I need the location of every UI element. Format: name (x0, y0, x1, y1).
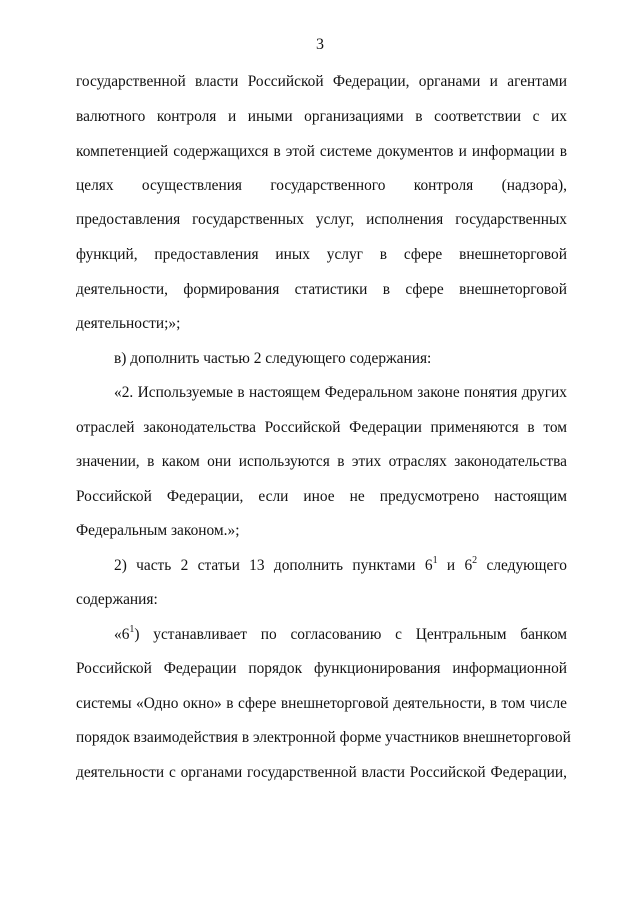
text-line: значении, в каком они используются в этих отраслях законодательства (76, 453, 567, 470)
superscript: 1 (129, 623, 135, 635)
text-run: ) устанавливает по согласованию с Центральным банком (134, 626, 567, 643)
text-line: порядок взаимодействия в электронной форме участников внешнеторговой (76, 729, 571, 746)
text-line: Федеральным законом.»; (76, 522, 240, 539)
superscript: 2 (472, 554, 478, 566)
text-line (114, 625, 567, 645)
text-line: Российской Федерации, если иное не предусмотрено настоящим (76, 488, 567, 505)
text-line: Российской Федерации порядок функционирования информационной (76, 660, 567, 677)
superscript: 1 (432, 554, 438, 566)
text-line: «2. Используемые в настоящем Федеральном законе понятия других (114, 384, 567, 401)
text-line: деятельности, формирования статистики в сфере внешнеторговой (76, 281, 567, 298)
text-run: и 6 (437, 557, 473, 574)
text-line: деятельности;»; (76, 315, 181, 332)
text-line: валютного контроля и иными организациями в соответствии с их (76, 108, 567, 125)
text-line: в) дополнить частью 2 следующего содержания: (114, 350, 432, 367)
text-line: деятельности с органами государственной власти Российской Федерации, (76, 764, 567, 781)
text-line: содержания: (76, 591, 158, 608)
text-line: государственной власти Российской Федерации, органами и агентами (76, 73, 567, 90)
text-line: функций, предоставления иных услуг в сфере внешнеторговой (76, 246, 567, 263)
page-number: 3 (316, 36, 324, 53)
text-line: системы «Одно окно» в сфере внешнеторговой деятельности, в том числе (76, 695, 567, 712)
text-line: компетенцией содержащихся в этой системе документов и информации в (76, 143, 567, 160)
text-run: следующего (477, 557, 567, 574)
text-line (114, 556, 567, 576)
text-run: 2) часть 2 статьи 13 дополнить пунктами 6 (114, 557, 433, 574)
text-run: «6 (114, 626, 130, 643)
text-line: целях осуществления государственного контроля (надзора), (76, 177, 567, 194)
text-line: предоставления государственных услуг, исполнения государственных (76, 211, 567, 228)
text-line: отраслей законодательства Российской Федерации применяются в том (76, 419, 567, 436)
